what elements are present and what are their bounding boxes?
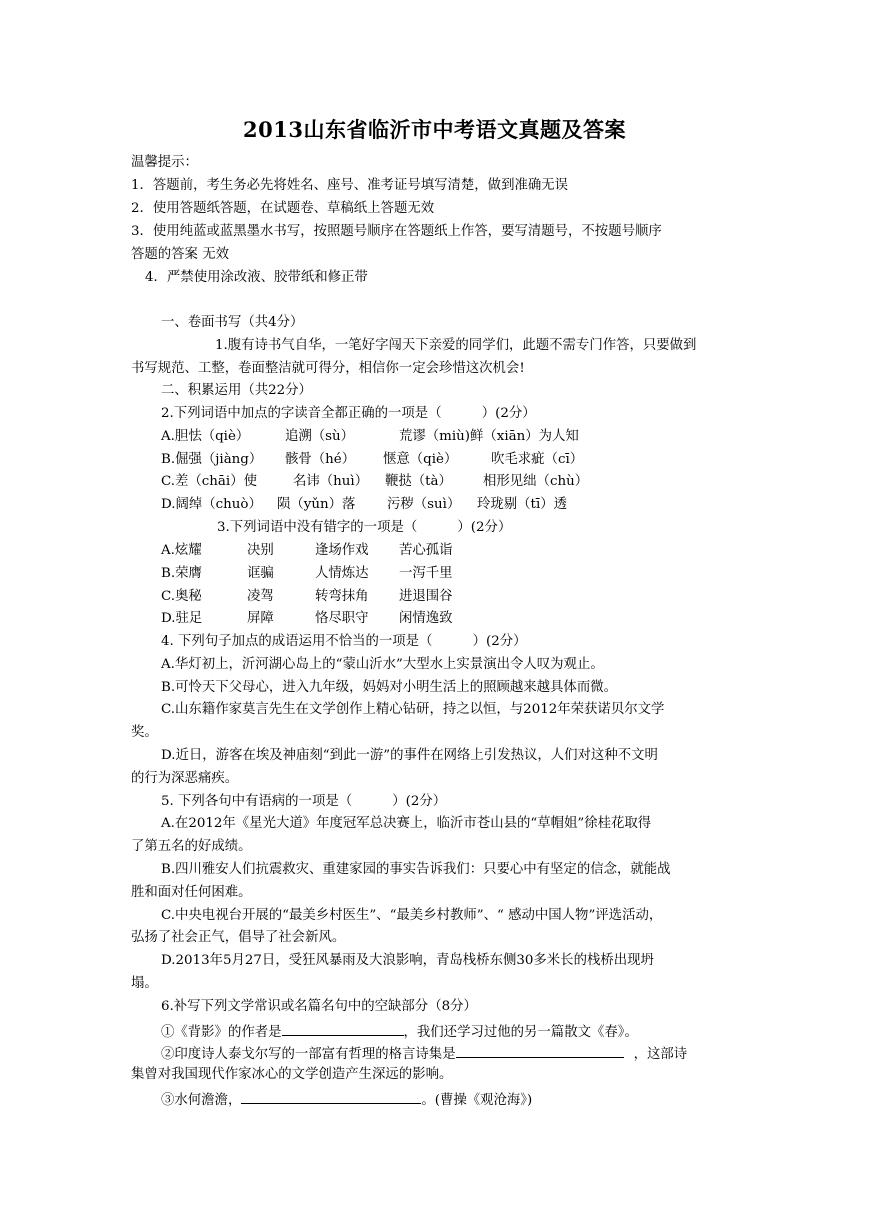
tip-item: 3．使用纯蓝或蓝黑墨水书写，按照题号顺序在答题纸上作答，要写清题号，不按题号顺序: [131, 224, 662, 239]
question-4-option-d: 的行为深恶痛疾。: [131, 771, 239, 786]
question-5-option-c: C.中央电视台开展的“最美乡村医生”、“最美乡村教师”、“ 感动中国人物”评选活动，: [161, 908, 663, 923]
question-1-text: 书写规范、工整，卷面整洁就可得分，相信你一定会珍惜这次机会!: [131, 361, 525, 376]
tip-item: 答题的答案 无效: [131, 247, 229, 262]
question-4-option-d: D.近日，游客在埃及神庙刻“到此一游”的事件在网络上引发热议，人们对这种不文明: [161, 748, 658, 763]
question-2-stem: 2.下列词语中加点的字读音全都正确的一项是（ ）(2分）: [161, 406, 536, 421]
section-heading: 二、积累运用（共22分）: [161, 383, 312, 398]
question-5-option-d: D.2013年5月27日，受狂风暴雨及大浪影响，青岛栈桥东侧30多米长的栈桥出现坍: [161, 953, 654, 968]
question-4-option-c: 奖。: [131, 725, 158, 740]
tip-item: 4．严禁使用涂改液、胶带纸和修正带: [145, 270, 368, 285]
fill-in-blank[interactable]: [241, 1089, 421, 1104]
question-6-item-1: ①《背影》的作者是 ，我们还学习过他的另一篇散文《春》。: [161, 1021, 638, 1042]
tip-item: 2．使用答题纸答题，在试题卷、草稿纸上答题无效: [131, 201, 435, 216]
document-title: 2013山东省临沂市中考语文真题及答案: [243, 117, 626, 142]
question-5-option-d: 塌。: [131, 976, 158, 991]
question-5-stem: 5. 下列各句中有语病的一项是（ ）(2分）: [161, 794, 447, 809]
question-5-option-a: A.在2012年《星光大道》年度冠军总决赛上，临沂市苍山县的“草帽姐”徐桂花取得: [161, 816, 652, 831]
question-5-option-b: 胜和面对任何困难。: [131, 885, 252, 900]
tips-heading: 温馨提示：: [131, 155, 198, 170]
question-5-option-b: B.四川雅安人们抗震救灾、重建家园的事实告诉我们：只要心中有坚定的信念，就能战: [161, 862, 671, 877]
fill-in-blank[interactable]: [456, 1043, 624, 1058]
question-3-stem: 3.下列词语中没有错字的一项是（ ）(2分）: [217, 520, 512, 535]
document-page: 2013山东省临沂市中考语文真题及答案 温馨提示： 1．答题前，考生务必先将姓名、座号、准考证号填写清楚，做到准确无误 2．使用答题纸答题，在试题卷、草稿纸上答题无效 3．使用纯蓝或蓝黑墨水书写，按照题号顺序在答题纸上作答，要写清题号，不按题号顺序 答题的答案 无效 4．严禁使用涂改液、胶带纸和修正带 一、卷面书写（共4分） 1.腹有诗书气自华，一笔好字闯天下亲爱的同学们，此题不需专门作答，只要做到 书写规范、工整，卷面整洁就可得分，相信你一定会珍惜这次机会! 二、积累运用（共22分） 2.下列词语中加点的字读音全都正确的一项是（ ）(2分） A.胆怯（qiè） 追溯（sù） 荒谬（miù)鲜（xiān）为人知 B.倔强（jiàng） 骸骨（hé） 惬意（qiè） 吹毛求疵（cī） C.差（chāi）使 名讳（huì） 鞭挞（tà） 相形见绌（chù） D.阔绰（chuò） 陨（yǔn）落 污秽（suì） 玲珑剔（tī）透 3.下列词语中没有错字的一项是（ ）(2分） A.炫耀 决别 逢场作戏 苦心孤诣 B.荣膺 诓骗 人情炼达 一泻千里 C.奥秘 凌驾 转弯抹角 进退围谷 D.驻足 屏障 恪尽职守 闲情逸致 4. 下列句子加点的成语运用不恰当的一项是（ ）(2分） A.华灯初上，沂河湖心岛上的“蒙山沂水”大型水上实景演出令人叹为观止。 B.可怜天下父母心，进入九年级，妈妈对小明生活上的照顾越来越具体而微。 C.山东籍作家莫言先生在文学创作上精心钻研，持之以恒，与2012年荣获诺贝尔文学 奖。 D.近日，游客在埃及神庙刻“到此一游”的事件在网络上引发热议，人们对这种不文明 的行为深恶痛疾。 5. 下列各句中有语病的一项是（ ）(2分） A.在2012年《星光大道》年度冠军总决赛上，临沂市苍山县的“草帽姐”徐桂花取得 了第五名的好成绩。 B.四川雅安人们抗震救灾、重建家园的事实告诉我们：只要心中有坚定的信念，就能战 胜和面对任何困难。 C.中央电视台开展的“最美乡村医生”、“最美乡村教师”、“ 感动中国人物”评选活动， 弘扬了社会正气，倡导了社会新风。 D.2013年5月27日，受狂风暴雨及大浪影响，青岛栈桥东侧30多米长的栈桥出现坍 塌。 6.补写下列文学常识或名篇名句中的空缺部分（8分） ①《背影》的作者是 ，我们还学习过他的另一篇散文《春》。 ②印度诗人泰戈尔写的一部富有哲理的格言诗集是 ，这部诗 集曾对我国现代作家冰心的文学创造产生深远的影响。 ③水何澹澹， 。(曹操《观沧海》): [0, 0, 869, 1228]
question-5-option-c: 弘扬了社会正气，倡导了社会新风。: [131, 930, 346, 945]
question-6-item-2: ②印度诗人泰戈尔写的一部富有哲理的格言诗集是 ，这部诗: [161, 1043, 687, 1064]
question-6-stem: 6.补写下列文学常识或名篇名句中的空缺部分（8分）: [161, 999, 477, 1014]
question-1-text: 1.腹有诗书气自华，一笔好字闯天下亲爱的同学们，此题不需专门作答，只要做到: [215, 338, 697, 353]
question-4-stem: 4. 下列句子加点的成语运用不恰当的一项是（ ）(2分）: [161, 634, 527, 649]
question-4-option-a: A.华灯初上，沂河湖心岛上的“蒙山沂水”大型水上实景演出令人叹为观止。: [161, 657, 604, 672]
question-4-option-b: B.可怜天下父母心，进入九年级，妈妈对小明生活上的照顾越来越具体而微。: [161, 680, 617, 695]
question-5-option-a: 了第五名的好成绩。: [131, 839, 252, 854]
question-6-item-2: 集曾对我国现代作家冰心的文学创造产生深远的影响。: [131, 1067, 453, 1082]
section-heading: 一、卷面书写（共4分）: [161, 315, 304, 330]
fill-in-blank[interactable]: [282, 1021, 404, 1036]
question-6-item-3: ③水何澹澹， 。(曹操《观沧海》): [161, 1089, 532, 1110]
question-4-option-c: C.山东籍作家莫言先生在文学创作上精心钻研，持之以恒，与2012年荣获诺贝尔文学: [161, 702, 665, 717]
tip-item: 1．答题前，考生务必先将姓名、座号、准考证号填写清楚，做到准确无误: [131, 178, 569, 193]
